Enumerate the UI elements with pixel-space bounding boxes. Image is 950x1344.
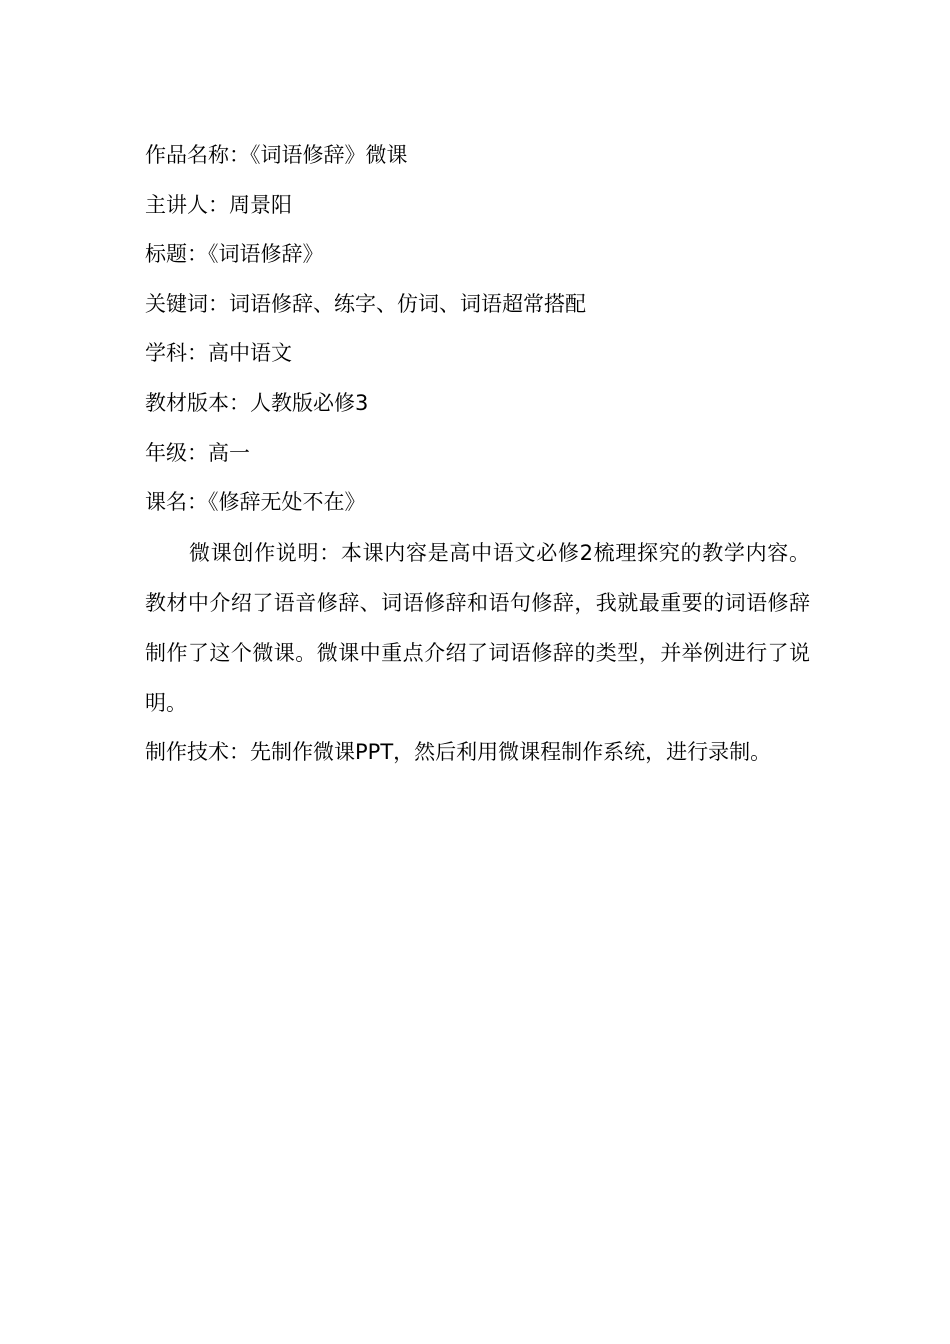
presenter-line: 主讲人：周景阳 (145, 192, 292, 217)
document-body (145, 131, 810, 777)
subject-line: 学科：高中语文 (145, 341, 292, 366)
lesson-name-line: 课名：《修辞无处不在》 (145, 490, 366, 515)
keywords-line: 关键词：词语修辞、练字、仿词、词语超常搭配 (145, 291, 586, 316)
production-technique-line: 制作技术：先制作微课PPT，然后利用微课程制作系统，进行录制。 (145, 739, 772, 764)
work-title-line: 作品名称：《词语修辞》微课 (145, 143, 408, 167)
grade-line: 年级：高一 (145, 440, 250, 465)
creation-description-paragraph: 微课创作说明：本课内容是高中语文必修2梳理探究的教学内容。教材中介绍了语音修辞、词语修辞和语句修辞，我就最重要的词语修辞制作了这个微课。微课中重点介绍了词语修辞的类型，并举例进行了说明。 (145, 540, 810, 715)
textbook-edition-line: 教材版本：人教版必修3 (145, 390, 369, 415)
title-line: 标题：《词语修辞》 (145, 242, 324, 267)
